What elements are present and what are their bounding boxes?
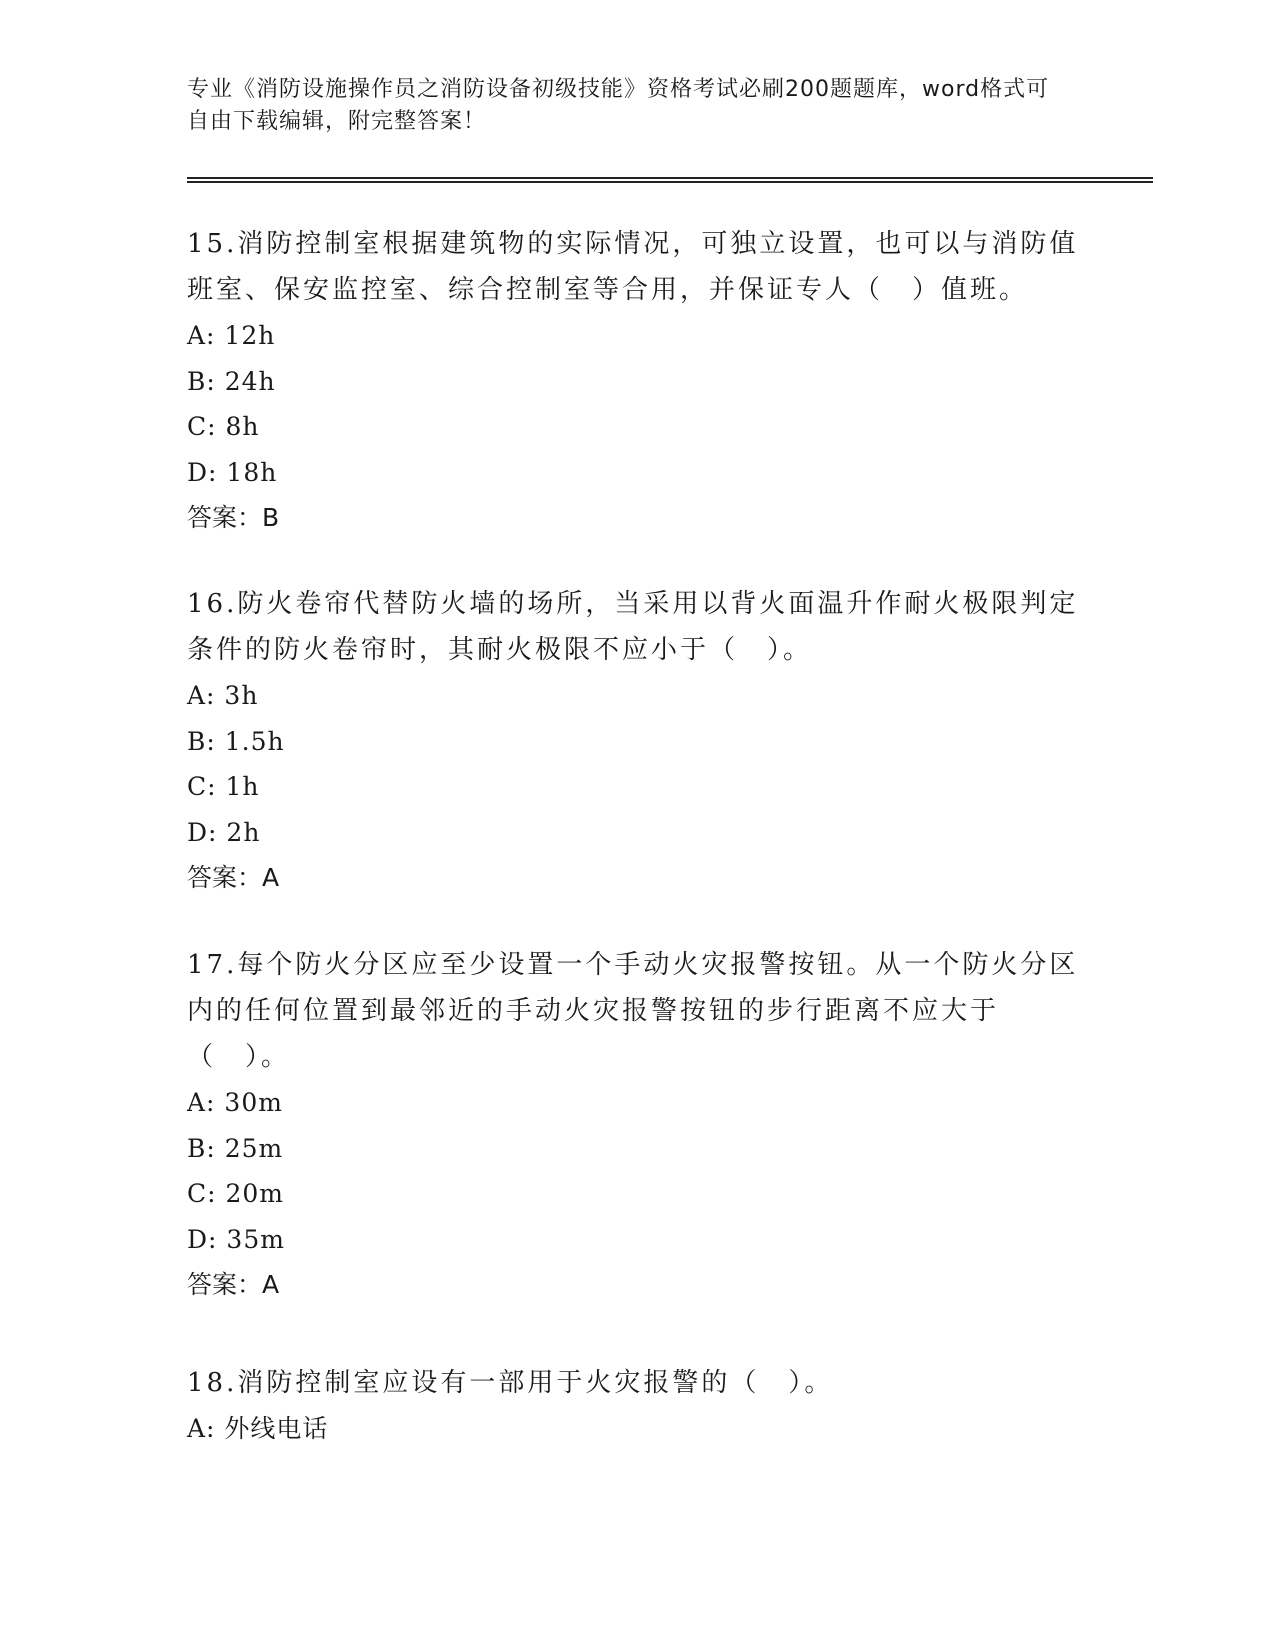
question-18 xyxy=(187,1360,1087,1452)
question-stem: 15.消防控制室根据建筑物的实际情况，可独立设置，也可以与消防值班室、保安监控室、综合控制室等合用，并保证专人（ ）值班。 xyxy=(187,229,1079,305)
option-d: D: 2h xyxy=(187,817,261,847)
header-divider xyxy=(187,177,1153,183)
option-b: B: 25m xyxy=(187,1133,284,1163)
question-17 xyxy=(187,942,1087,1308)
option-c: C: 1h xyxy=(187,772,260,801)
option-b: B: 24h xyxy=(187,366,276,396)
question-16 xyxy=(187,581,1087,901)
answer: 答案：B xyxy=(187,503,280,532)
option-d: D: 18h xyxy=(187,457,278,487)
option-b: B: 1.5h xyxy=(187,726,285,756)
question-stem: 17.每个防火分区应至少设置一个手动火灾报警按钮。从一个防火分区内的任何位置到最邻近的手动火灾报警按钮的步行距离不应大于（ ）。 xyxy=(187,950,1079,1072)
option-d: D: 35m xyxy=(187,1224,285,1254)
answer: 答案：A xyxy=(187,1270,280,1299)
option-c: C: 8h xyxy=(187,412,260,441)
option-c: C: 20m xyxy=(187,1179,285,1208)
option-a: A: 外线电话 xyxy=(187,1414,329,1443)
option-a: A: 12h xyxy=(187,321,276,350)
option-a: A: 30m xyxy=(187,1088,283,1117)
question-stem: 16.防火卷帘代替防火墙的场所，当采用以背火面温升作耐火极限判定条件的防火卷帘时，其耐火极限不应小于（ ）。 xyxy=(187,589,1079,665)
question-stem: 18.消防控制室应设有一部用于火灾报警的（ ）。 xyxy=(187,1368,834,1398)
document-header: 专业《消防设施操作员之消防设备初级技能》资格考试必刷200题题库，word格式可自由下载编辑，附完整答案！ xyxy=(187,77,1050,134)
option-a: A: 3h xyxy=(187,681,259,710)
question-15 xyxy=(187,221,1087,541)
answer: 答案：A xyxy=(187,863,280,892)
